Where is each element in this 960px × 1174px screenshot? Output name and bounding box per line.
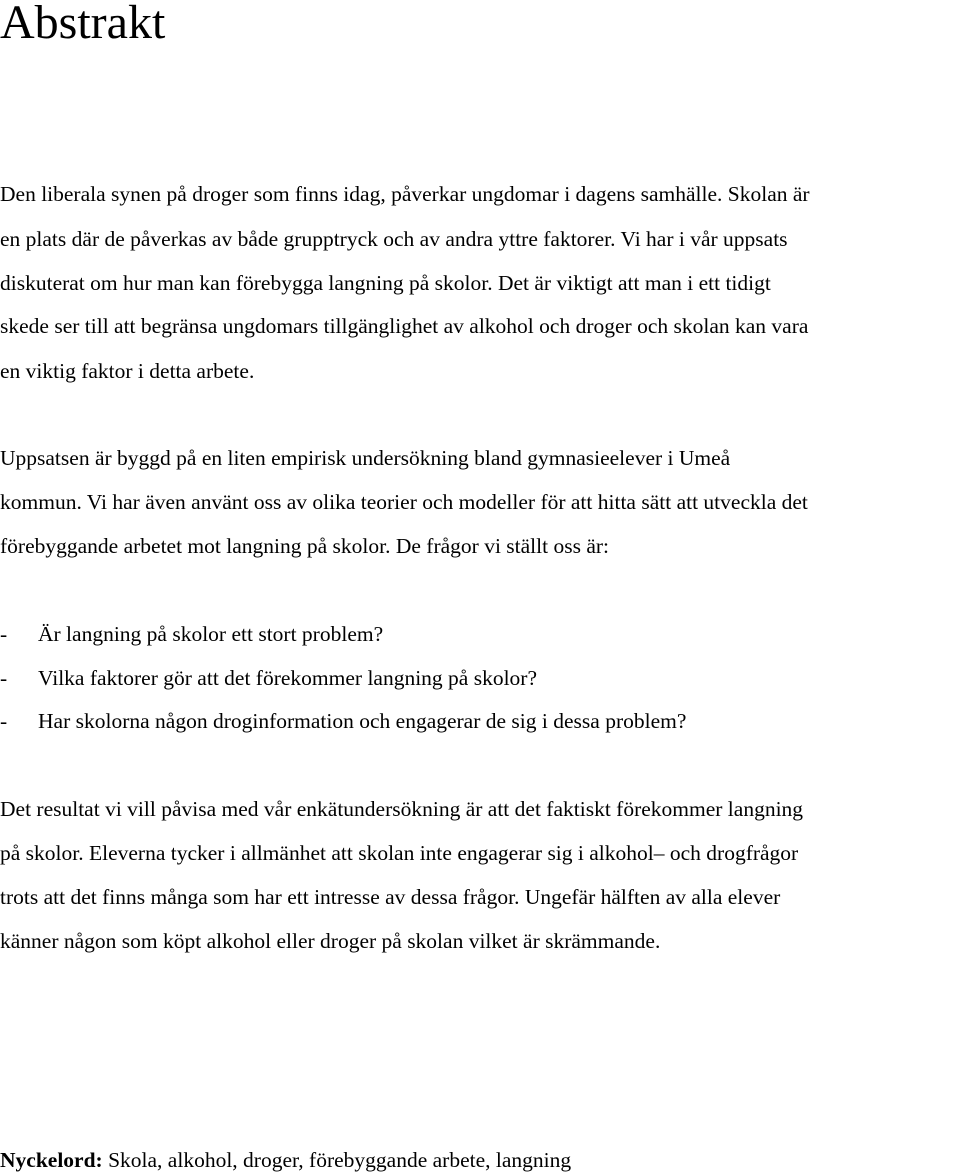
list-dash: - — [0, 709, 8, 733]
list-item — [0, 664, 537, 692]
list-item-text: Vilka faktorer gör att det förekommer langning på skolor? — [38, 666, 538, 690]
paragraph-line: Den liberala synen på droger som finns idag, påverkar ungdomar i dagens samhälle. Skolan är — [0, 182, 810, 206]
list-dash: - — [0, 666, 8, 690]
paragraph-line: Det resultat vi vill påvisa med vår enkätundersökning är att det faktiskt förekommer langning — [0, 797, 804, 821]
list-item — [0, 707, 686, 735]
page-title: Abstrakt — [0, 0, 166, 49]
keywords-text: Skola, alkohol, droger, förebyggande arbete, langning — [102, 1148, 572, 1172]
paragraph-line: trots att det finns många som har ett intresse av dessa frågor. Ungefär hälften av alla elever — [0, 885, 781, 909]
paragraph-line: Uppsatsen är byggd på en liten empirisk undersökning bland gymnasieelever i Umeå — [0, 446, 731, 470]
keywords-label: Nyckelord: — [0, 1148, 103, 1172]
list-item — [0, 620, 383, 648]
paragraph-line: en viktig faktor i detta arbete. — [0, 359, 255, 383]
list-dash: - — [0, 622, 8, 646]
list-item-text: Har skolorna någon droginformation och engagerar de sig i dessa problem? — [38, 709, 687, 733]
paragraph-line: på skolor. Eleverna tycker i allmänhet att skolan inte engagerar sig i alkohol– och drogfrågor — [0, 841, 799, 865]
paragraph-line: kommun. Vi har även använt oss av olika teorier och modeller för att hitta sätt att utveckla det — [0, 490, 808, 514]
paragraph-line: känner någon som köpt alkohol eller droger på skolan vilket är skrämmande. — [0, 929, 661, 953]
paragraph-line: skede ser till att begränsa ungdomars tillgänglighet av alkohol och droger och skolan kan vara — [0, 314, 809, 338]
keywords-line — [0, 1146, 571, 1174]
paragraph-line: förebyggande arbetet mot langning på skolor. De frågor vi ställt oss är: — [0, 534, 610, 558]
list-item-text: Är langning på skolor ett stort problem? — [38, 622, 384, 646]
paragraph-line: en plats där de påverkas av både grupptryck och av andra yttre faktorer. Vi har i vår uppsats — [0, 227, 788, 251]
paragraph-line: diskuterat om hur man kan förebygga langning på skolor. Det är viktigt att man i ett tidigt — [0, 271, 771, 295]
